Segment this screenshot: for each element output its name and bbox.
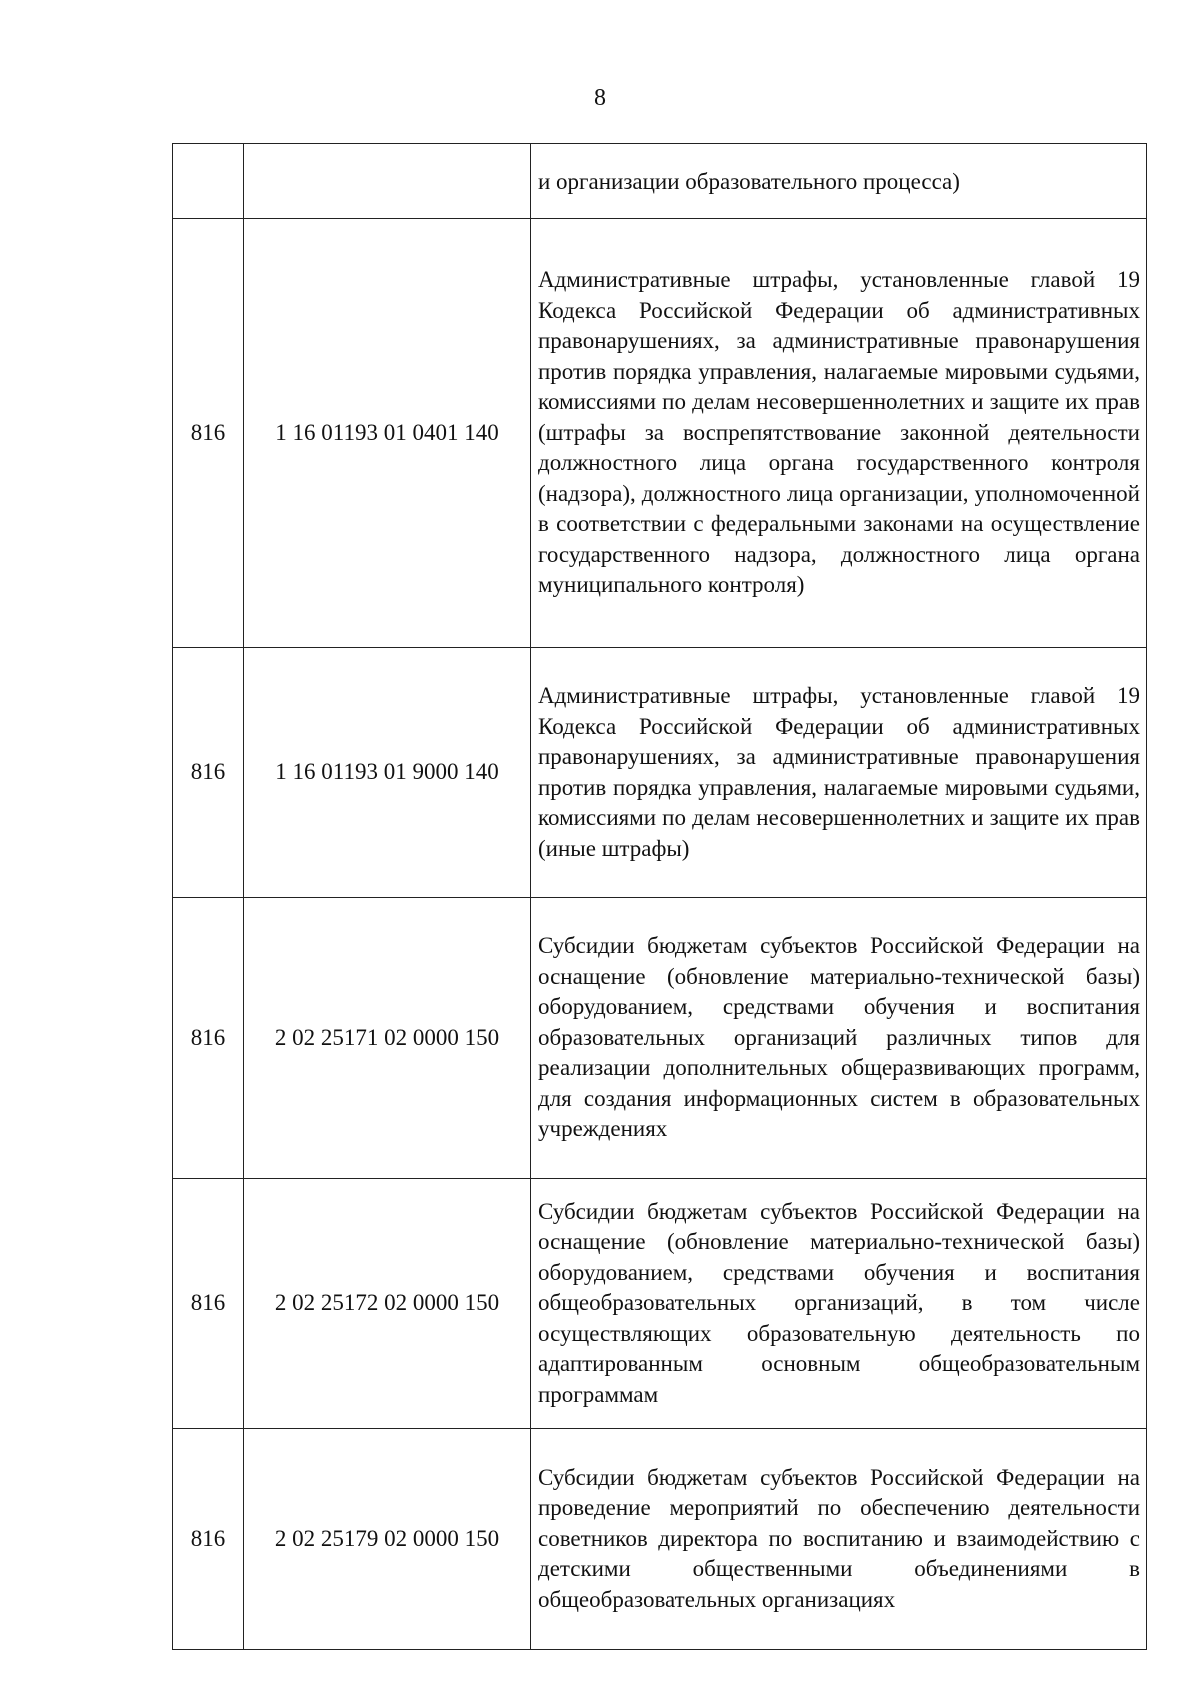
description-text: Субсидии бюджетам субъектов Российской Федерации на оснащение (обновление материально-технической базы) оборудованием, средствами обучения и воспитания общеобразовательных организаций, в том числе осуществляющих образовательную деятельность по адаптированным основным общеобразовательным программам xyxy=(538,1198,1140,1407)
admin-code-cell xyxy=(173,144,244,219)
table-row xyxy=(173,144,1147,219)
kbk-code-cell: 2 02 25179 02 0000 150 xyxy=(244,1429,531,1650)
admin-code-cell: 816 xyxy=(173,648,244,898)
admin-code-cell: 816 xyxy=(173,898,244,1179)
description-text: Субсидии бюджетам субъектов Российской Федерации на оснащение (обновление материально-технической базы) оборудованием, средствами обучения и воспитания образовательных организаций различных типов для реализации дополнительных общеразвивающих программ, для создания информационных систем в образовательных учреждениях xyxy=(538,933,1140,1142)
description-text: Субсидии бюджетам субъектов Российской Федерации на проведение мероприятий по обеспечению деятельности советников директора по воспитанию и взаимодействию с детскими общественными объединениями в общеобразовательных организациях xyxy=(538,1464,1140,1612)
admin-code-cell: 816 xyxy=(173,1429,244,1650)
page-number: 8 xyxy=(594,85,606,111)
description-cell xyxy=(531,648,1147,898)
revenue-codes-table xyxy=(172,143,1147,1650)
table-row xyxy=(173,219,1147,648)
kbk-code-cell xyxy=(244,144,531,219)
description-cell xyxy=(531,219,1147,648)
description-cell xyxy=(531,1179,1147,1429)
kbk-code-cell: 1 16 01193 01 9000 140 xyxy=(244,648,531,898)
kbk-code-cell: 1 16 01193 01 0401 140 xyxy=(244,219,531,648)
description-cell xyxy=(531,898,1147,1179)
description-cell xyxy=(531,144,1147,219)
description-text: Административные штрафы, установленные главой 19 Кодекса Российской Федерации об административных правонарушениях, за административные правонарушения против порядка управления, налагаемые мировыми судьями, комиссиями по делам несовершеннолетних и защите их прав (иные штрафы) xyxy=(538,683,1140,861)
table-row xyxy=(173,898,1147,1179)
admin-code-cell: 816 xyxy=(173,1179,244,1429)
table-row xyxy=(173,1179,1147,1429)
admin-code-cell: 816 xyxy=(173,219,244,648)
kbk-code-cell: 2 02 25172 02 0000 150 xyxy=(244,1179,531,1429)
description-text: Административные штрафы, установленные главой 19 Кодекса Российской Федерации об административных правонарушениях, за административные правонарушения против порядка управления, налагаемые мировыми судьями, комиссиями по делам несовершеннолетних и защите их прав (штрафы за воспрепятствование законной деятельности должностного лица органа государственного контроля (надзора), должностного лица организации, уполномоченной в соответствии с федеральными законами на осуществление государственного надзора, должностного лица органа муниципального контроля) xyxy=(538,267,1140,598)
table-row xyxy=(173,648,1147,898)
description-text: и организации образовательного процесса) xyxy=(538,168,960,194)
description-cell xyxy=(531,1429,1147,1650)
table-row xyxy=(173,1429,1147,1650)
kbk-code-cell: 2 02 25171 02 0000 150 xyxy=(244,898,531,1179)
